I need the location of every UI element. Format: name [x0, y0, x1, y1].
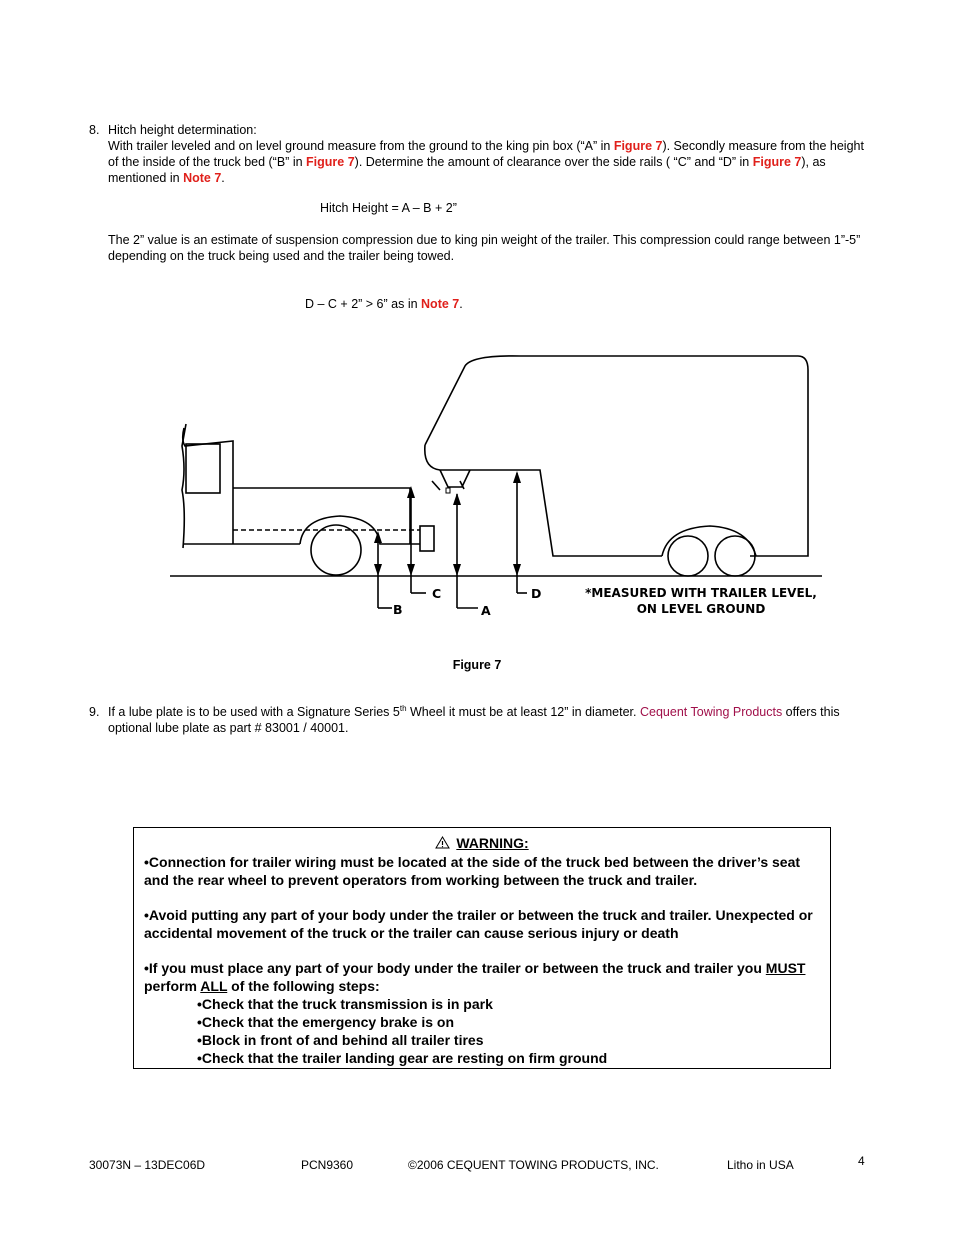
truck-cab-outline: [183, 428, 233, 544]
trailer-wheel-front: [668, 536, 708, 576]
step-number: 9.: [89, 705, 100, 719]
warning-title: WARNING:: [144, 834, 820, 852]
page-number: 4: [858, 1154, 865, 1168]
figure-7-link[interactable]: Figure 7: [306, 155, 355, 169]
warning-step: •Check that the truck transmission is in park: [197, 996, 493, 1012]
warning-bullet-1: •Connection for trailer wiring must be located at the side of the truck bed between the driver’s seat and the rear wheel to prevent operators from working between the truck and trailer.: [144, 854, 801, 888]
warning-step: •Check that the emergency brake is on: [197, 1014, 454, 1030]
trailer-underside: [425, 445, 662, 556]
note-7-link[interactable]: Note 7: [183, 171, 222, 185]
warning-step: •Block in front of and behind all trailer tires: [197, 1032, 484, 1048]
trailer-wheel-rear: [715, 536, 755, 576]
footer-copyright: ©2006 CEQUENT TOWING PRODUCTS, INC.: [408, 1158, 659, 1172]
step-9: [89, 704, 869, 736]
label-c: C: [432, 586, 442, 601]
hitch-height-formula: Hitch Height = A – B + 2”: [320, 201, 457, 215]
note-7-link[interactable]: Note 7: [421, 297, 460, 311]
figure-7-link[interactable]: Figure 7: [752, 155, 802, 169]
truck-bed-top: [233, 488, 410, 544]
cequent-link[interactable]: Cequent Towing Products: [639, 705, 783, 719]
step-9-text: If a lube plate is to be used with a Signature Series 5th Wheel it must be at least 12” in diameter. Cequent Towing Products offers this optional lube plate as part # 83001 / 40001.: [108, 703, 840, 735]
measurement-note-line-1: *MEASURED WITH TRAILER LEVEL,: [585, 586, 817, 600]
king-pin: [446, 488, 450, 493]
figure-7-link[interactable]: Figure 7: [613, 139, 663, 153]
truck-window: [186, 444, 220, 493]
step-8-paragraph-2: The 2” value is an estimate of suspension compression due to king pin weight of the trailer. This compression could range between 1”-5” depending on the truck being used and the trailer being towed.: [108, 233, 861, 263]
warning-step: •Check that the trailer landing gear are resting on firm ground: [197, 1050, 608, 1066]
step-number: 8.: [89, 123, 100, 137]
hitch-block: [420, 526, 434, 551]
step-heading: Hitch height determination:: [108, 123, 257, 137]
trailer-fender: [662, 526, 756, 556]
warning-bullet-3: •If you must place any part of your body under the trailer or between the truck and trailer you MUST perform ALL of the following steps:: [144, 960, 806, 994]
footer-pcn: PCN9360: [301, 1158, 354, 1172]
truck-rear-wheel: [311, 525, 361, 575]
label-d: D: [531, 586, 542, 601]
clearance-formula: D – C + 2” > 6” as in Note 7.: [305, 297, 463, 311]
footer-doc-id: 30073N – 13DEC06D: [89, 1158, 206, 1172]
label-a: A: [481, 603, 491, 618]
figure-caption: Figure 7: [452, 658, 502, 672]
king-pin-box: [440, 470, 470, 487]
warning-box: [133, 827, 831, 1069]
label-b: B: [393, 602, 403, 617]
measurement-note-line-2: ON LEVEL GROUND: [636, 602, 766, 616]
warning-bullet-2: •Avoid putting any part of your body under the trailer or between the truck and trailer. Unexpected or accidental movement of the truck or the trailer can cause serious injury or death: [144, 907, 813, 941]
footer-litho: Litho in USA: [727, 1158, 794, 1172]
trailer-body: [425, 356, 808, 556]
warning-triangle-icon: [435, 836, 450, 849]
step-8-paragraph-1: With trailer leveled and on level ground measure from the ground to the king pin box (“A” in Figure 7). Secondly measure from the height of the inside of the truck bed (“B” in Figure 7). Determine the amount of clearance over the side rails ( “C” and “D” in Figure 7), as mentioned in Note 7.: [108, 139, 864, 185]
